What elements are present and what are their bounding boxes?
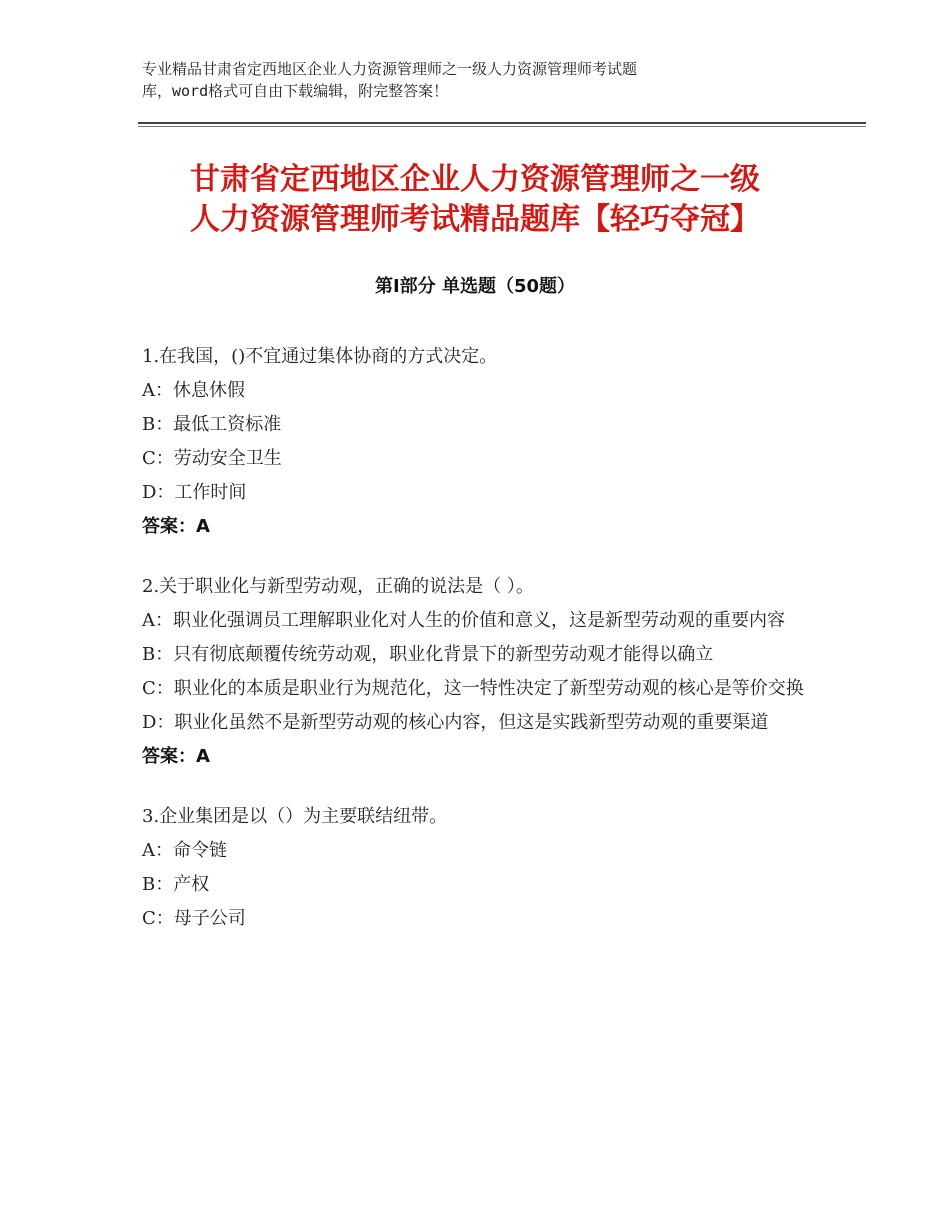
option-d: D：职业化虽然不是新型劳动观的核心内容，但这是实践新型劳动观的重要渠道 — [142, 712, 769, 733]
option-a: A：命令链 — [142, 840, 227, 861]
option-b: B：只有彻底颠覆传统劳动观，职业化背景下的新型劳动观才能得以确立 — [142, 644, 714, 665]
header-note — [142, 58, 822, 102]
document-title-line-2: 人力资源管理师考试精品题库【轻巧夺冠】 — [190, 202, 760, 237]
option-a: A：职业化强调员工理解职业化对人生的价值和意义，这是新型劳动观的重要内容 — [142, 610, 785, 631]
option-c: C：劳动安全卫生 — [142, 448, 282, 469]
question-stem: 1.在我国，()不宜通过集体协商的方式决定。 — [142, 346, 498, 367]
question-stem: 3.企业集团是以（）为主要联结纽带。 — [142, 806, 448, 827]
option-d: D：工作时间 — [142, 482, 247, 503]
answer: 答案：A — [142, 746, 210, 767]
question-3 — [142, 800, 807, 936]
question-2 — [142, 570, 807, 774]
option-c: C：职业化的本质是职业行为规范化，这一特性决定了新型劳动观的核心是等价交换 — [142, 678, 804, 699]
question-list — [142, 340, 807, 962]
option-c: C：母子公司 — [142, 908, 246, 929]
header-note-line-1: 专业精品甘肃省定西地区企业人力资源管理师之一级人力资源管理师考试题 — [142, 60, 638, 78]
section-title: 第Ⅰ部分 单选题（50题） — [374, 276, 575, 297]
document-title — [100, 160, 850, 240]
header-note-line-2: 库，word格式可自由下载编辑，附完整答案！ — [142, 82, 449, 100]
option-b: B：产权 — [142, 874, 210, 895]
option-a: A：休息休假 — [142, 380, 245, 401]
question-1 — [142, 340, 807, 544]
option-b: B：最低工资标准 — [142, 414, 282, 435]
answer: 答案：A — [142, 516, 210, 537]
document-title-line-1: 甘肃省定西地区企业人力资源管理师之一级 — [190, 162, 760, 197]
question-stem: 2.关于职业化与新型劳动观，正确的说法是（ ）。 — [142, 576, 534, 597]
header-divider-thick — [138, 122, 866, 124]
header-divider-thin — [138, 126, 866, 127]
